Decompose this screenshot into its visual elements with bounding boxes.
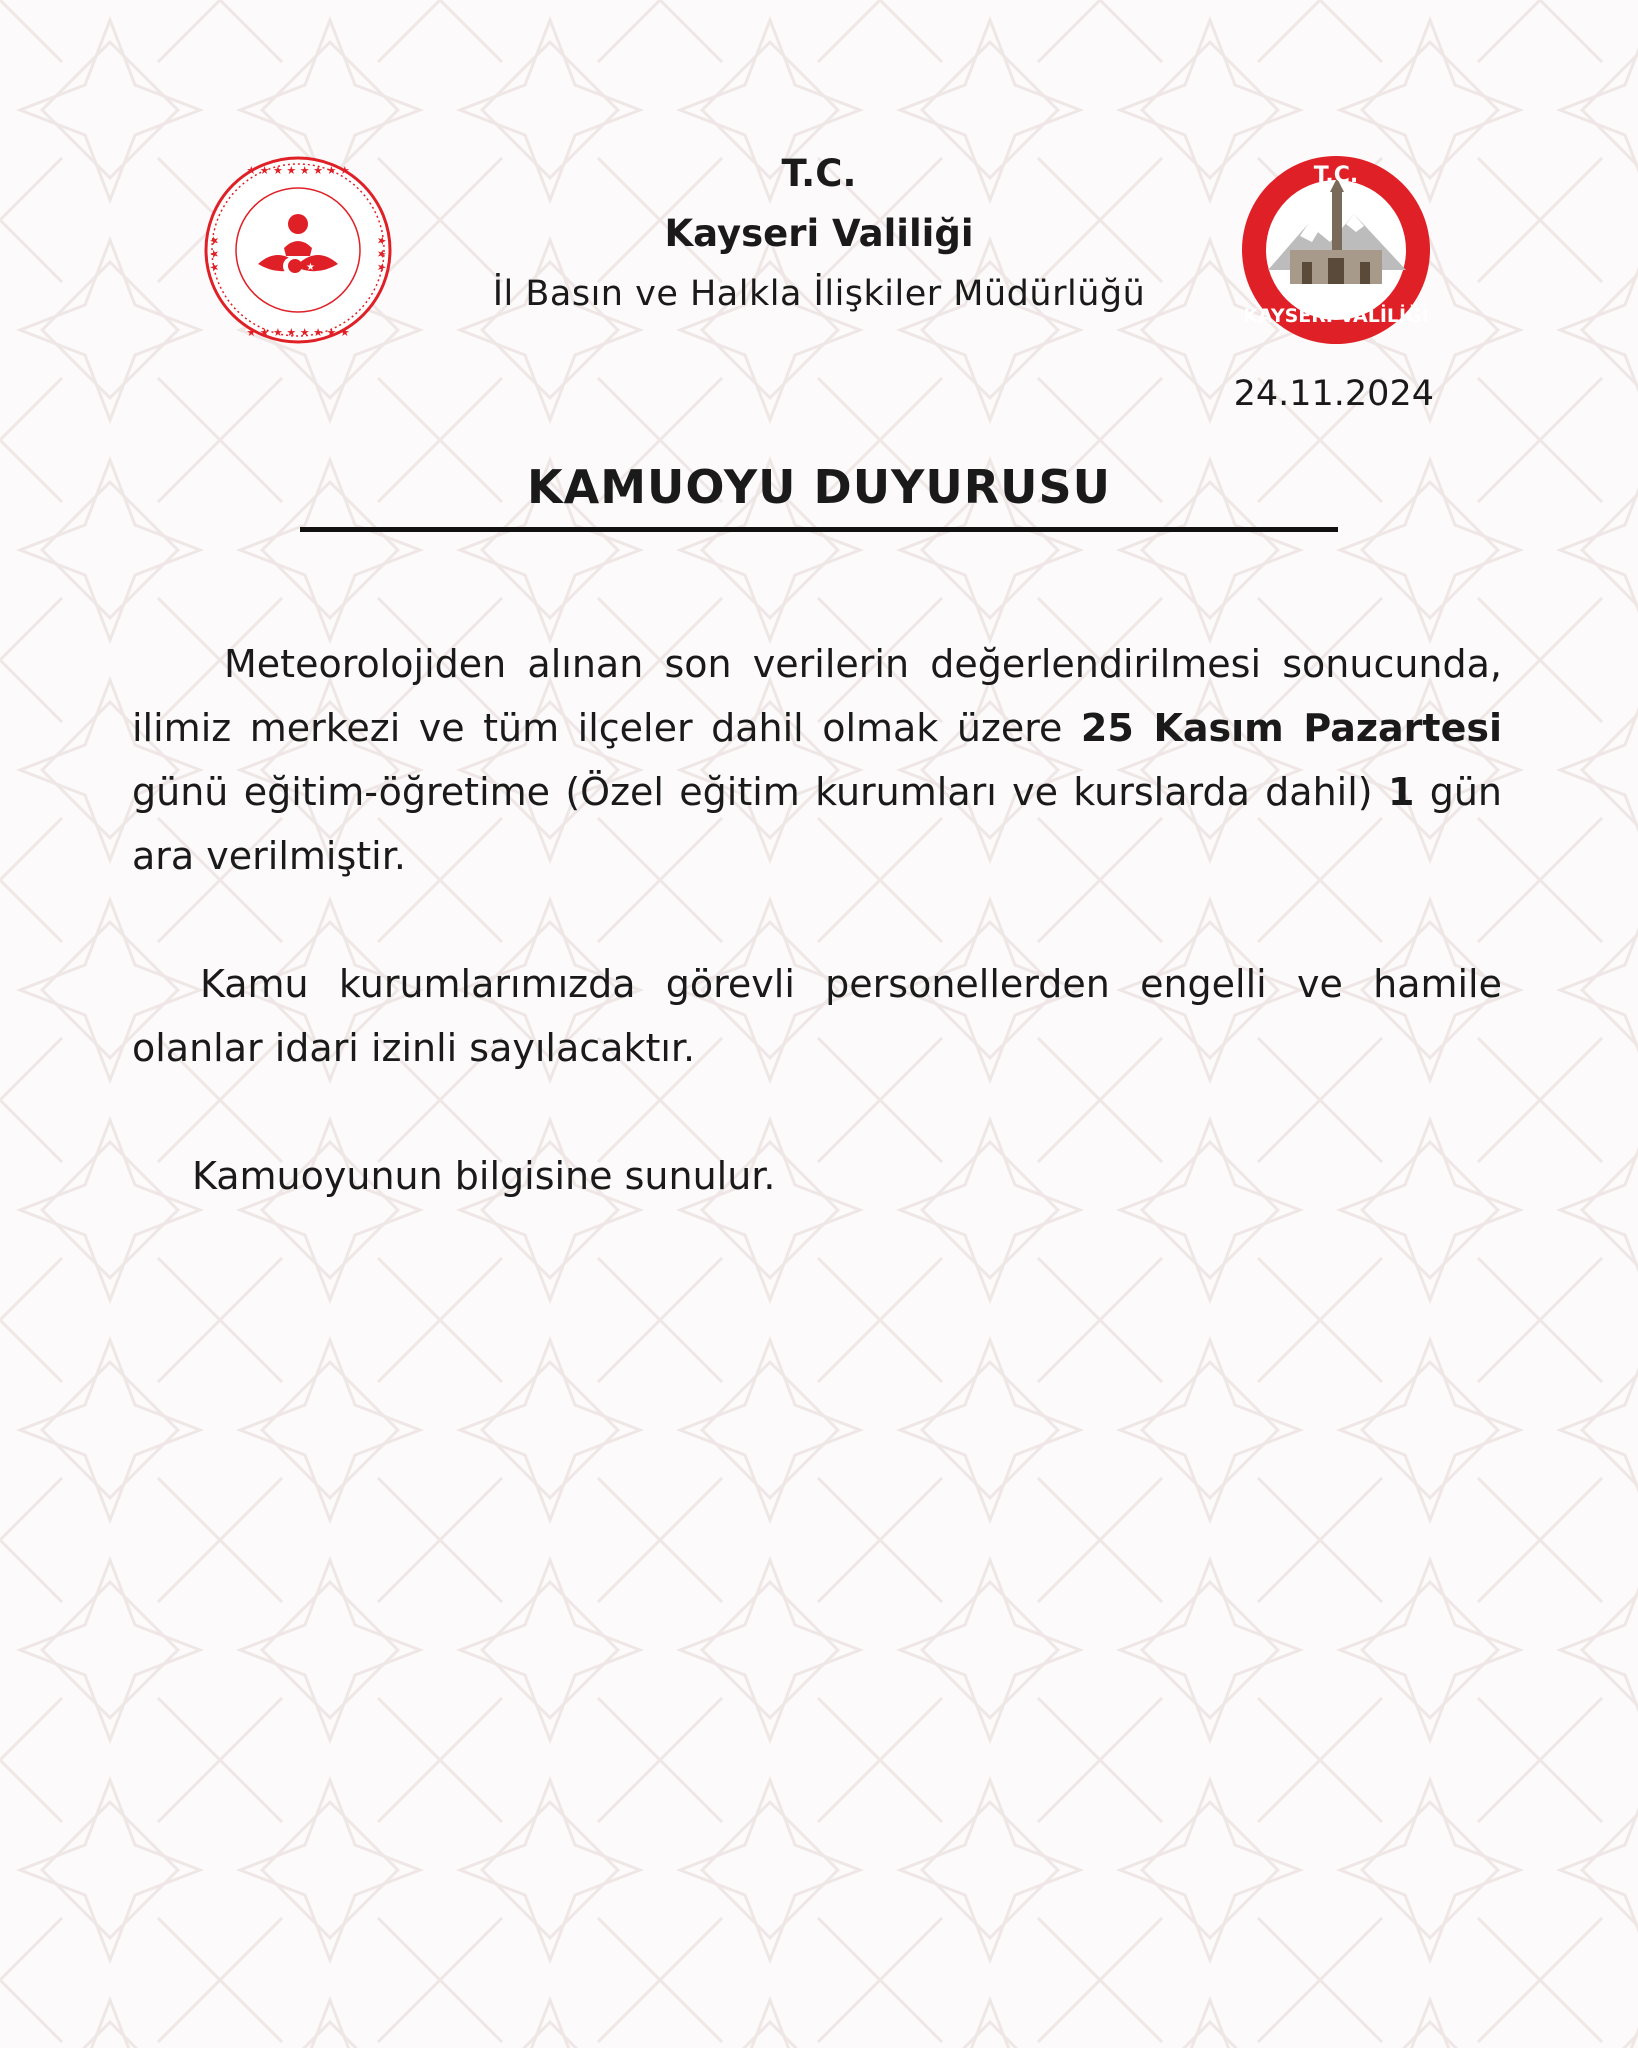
announcement-title: KAMUOYU DUYURUSU (527, 460, 1111, 514)
paragraph-3: Kamuoyunun bilgisine sunulur. (192, 1154, 776, 1198)
header-department: İl Basın ve Halkla İlişkiler Müdürlüğü (492, 274, 1146, 314)
header-institution: Kayseri Valiliği (664, 212, 974, 255)
svg-text:★ ★ ★ ★ ★ ★ ★ ★: ★ ★ ★ ★ ★ ★ ★ ★ (246, 164, 350, 177)
paragraph-1 (132, 632, 1502, 888)
p1-date-bold: 25 Kasım Pazartesi (1080, 706, 1502, 750)
svg-text:★ ★ ★ ★ ★ ★ ★ ★: ★ ★ ★ ★ ★ ★ ★ ★ (246, 326, 350, 339)
svg-text:★: ★ (306, 262, 315, 273)
svg-text:★ ★ ★: ★ ★ ★ (208, 235, 221, 273)
header-tc: T.C. (781, 152, 857, 195)
title-underline (300, 527, 1338, 532)
svg-text:★ ★ ★: ★ ★ ★ (375, 235, 388, 273)
p1-text-1: Meteorolojiden alınan son verilerin değerlendirilmesi sonucunda, ilimiz merkezi ve tüm ilçeler dahil olmak üzere (132, 642, 1502, 750)
kayseri-governorship-logo (1238, 152, 1434, 348)
p1-text-2: günü eğitim-öğretime (Özel eğitim kurumları ve kurslarda dahil) (132, 770, 1388, 814)
p1-text-3: gün ara verilmiştir. (132, 770, 1502, 878)
svg-text:T.C.: T.C. (1313, 163, 1359, 188)
announcement-date: 24.11.2024 (1233, 374, 1434, 414)
p1-days-bold: 1 (1387, 770, 1415, 814)
interior-ministry-logo (200, 152, 396, 348)
paragraph-2: Kamu kurumlarımızda görevli personellerden engelli ve hamile olanlar idari izinli sayılacaktır. (132, 962, 1502, 1070)
svg-text:KAYSERİ VALİLİĞİ: KAYSERİ VALİLİĞİ (1243, 305, 1429, 327)
